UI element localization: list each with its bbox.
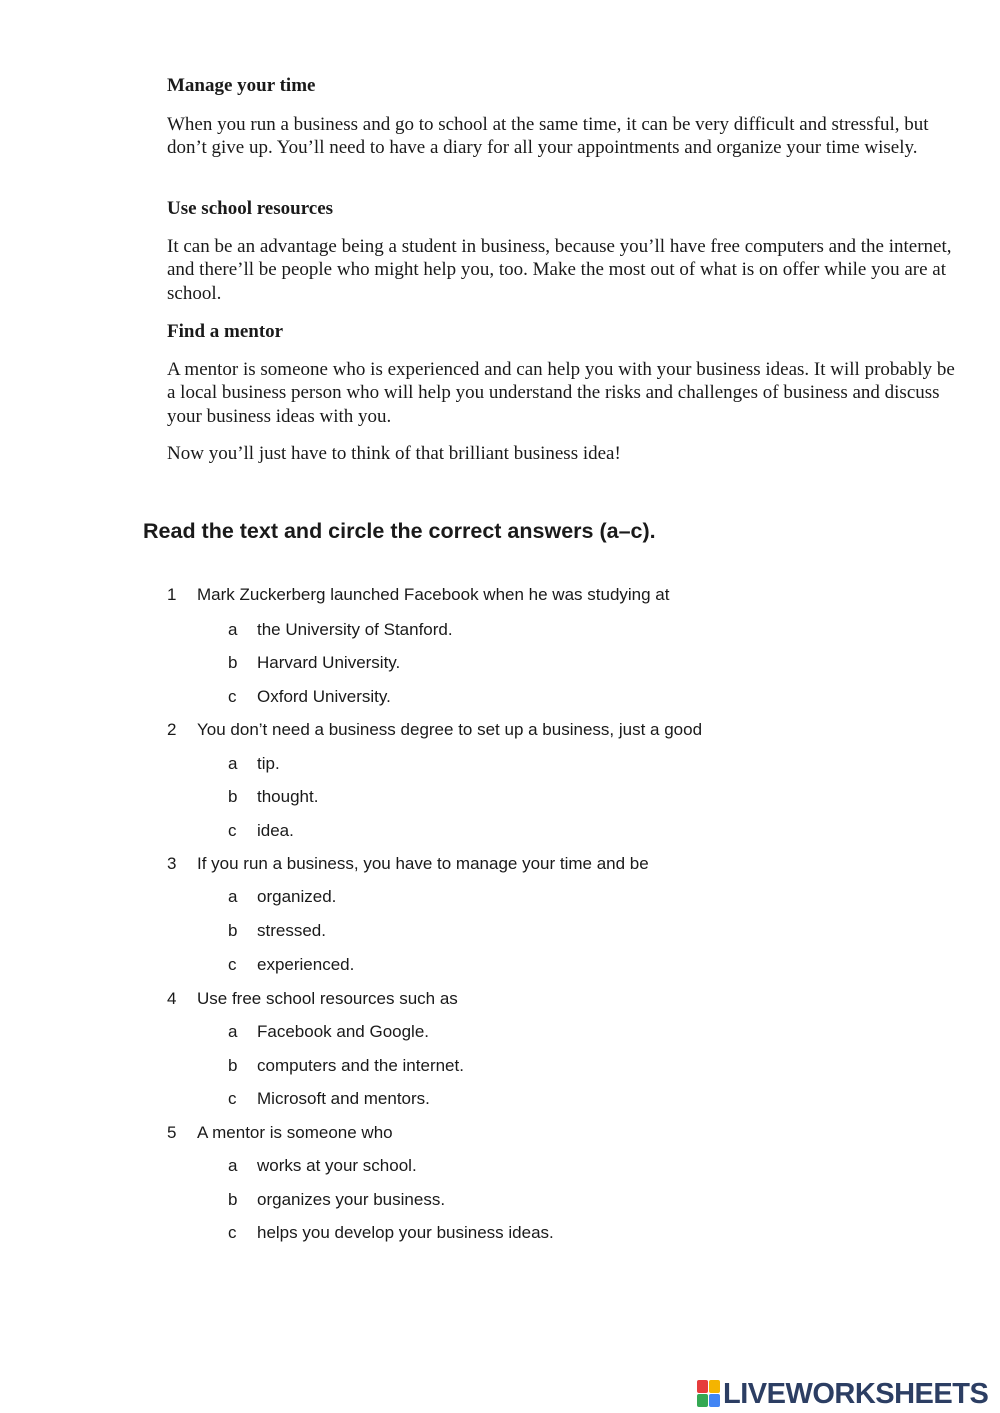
option-text: experienced. <box>257 955 355 974</box>
question-text: Mark Zuckerberg launched Facebook when he was studying at <box>197 585 670 604</box>
option-letter: c <box>228 1223 237 1242</box>
option-text: computers and the internet. <box>257 1056 464 1075</box>
question-number: 1 <box>167 585 177 604</box>
section-heading-school-resources: Use school resources <box>167 198 334 219</box>
option-letter: c <box>228 955 237 974</box>
option-text: thought. <box>257 787 319 806</box>
option-letter: c <box>228 1089 237 1108</box>
option-text: Facebook and Google. <box>257 1022 430 1041</box>
question-number: 4 <box>167 989 177 1008</box>
option-text: tip. <box>257 754 280 773</box>
option-text: Microsoft and mentors. <box>257 1089 430 1108</box>
question-number: 2 <box>167 720 177 739</box>
question-text: A mentor is someone who <box>197 1123 393 1142</box>
section-heading-manage-time: Manage your time <box>167 75 316 96</box>
question-text: Use free school resources such as <box>197 989 458 1008</box>
option-letter: a <box>228 620 238 639</box>
option-letter: b <box>228 1190 238 1209</box>
option-letter: c <box>228 821 237 840</box>
question-text: If you run a business, you have to manage your time and be <box>197 854 649 873</box>
option-text: the University of Stanford. <box>257 620 453 639</box>
option-letter: a <box>228 754 238 773</box>
liveworksheets-logo-icon <box>697 1380 721 1408</box>
option-text: idea. <box>257 821 294 840</box>
closing-line: Now you’ll just have to think of that brilliant business idea! <box>167 443 621 464</box>
question-text: You don’t need a business degree to set up a business, just a good <box>197 720 703 739</box>
option-letter: a <box>228 1156 238 1175</box>
option-text: works at your school. <box>257 1156 417 1175</box>
section-body-manage-time: When you run a business and go to school at the same time, it can be very difficult and stressful, but don’t give up. You’ll need to have a diary for all your appointments and organize your time wisely. <box>167 114 929 159</box>
question-number: 3 <box>167 854 177 873</box>
option-text: organizes your business. <box>257 1190 446 1209</box>
liveworksheets-logo <box>697 1378 988 1410</box>
option-text: organized. <box>257 887 337 906</box>
option-letter: b <box>228 1056 238 1075</box>
task-title: Read the text and circle the correct answers (a–c). <box>143 519 656 543</box>
option-letter: b <box>228 921 238 940</box>
section-heading-find-mentor: Find a mentor <box>167 321 284 342</box>
option-text: helps you develop your business ideas. <box>257 1223 554 1242</box>
question-number: 5 <box>167 1123 177 1142</box>
option-letter: c <box>228 687 237 706</box>
section-body-school-resources: It can be an advantage being a student in business, because you’ll have free computers and the internet, and there’ll be people who might help you, too. Make the most out of what is on offer while you are at school. <box>167 236 952 304</box>
liveworksheets-logo-text: LIVEWORKSHEETS <box>723 1378 989 1410</box>
option-letter: b <box>228 787 238 806</box>
option-text: stressed. <box>257 921 326 940</box>
option-text: Harvard University. <box>257 653 401 672</box>
option-letter: a <box>228 887 238 906</box>
option-text: Oxford University. <box>257 687 391 706</box>
section-body-find-mentor: A mentor is someone who is experienced and can help you with your business ideas. It will probably be a local business person who will help you understand the risks and challenges of business and discuss your business ideas with you. <box>167 359 955 427</box>
option-letter: b <box>228 653 238 672</box>
option-letter: a <box>228 1022 238 1041</box>
